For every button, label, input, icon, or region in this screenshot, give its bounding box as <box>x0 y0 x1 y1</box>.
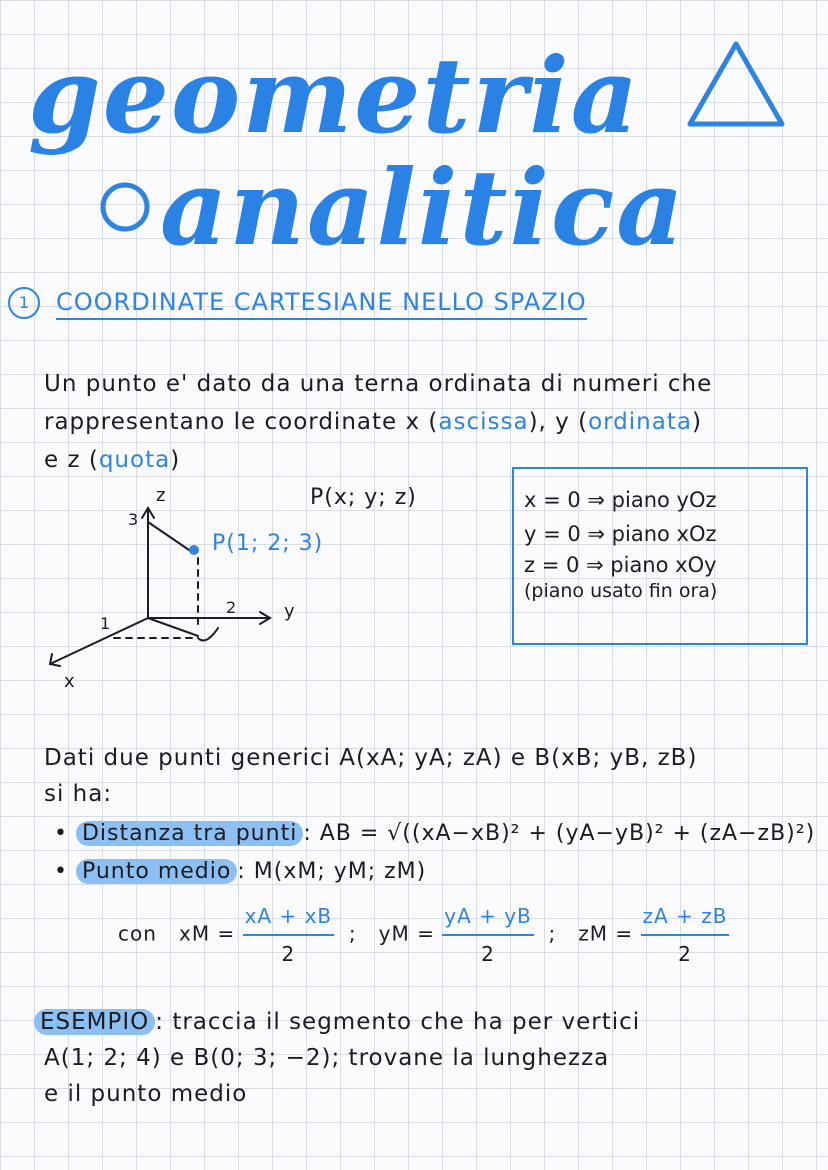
intro-line-1: Un punto e' dato da una terna ordinata di numeri che <box>44 371 713 397</box>
triangle-icon <box>680 38 790 130</box>
distance-row <box>54 816 815 852</box>
title-line-geometria: geometria <box>28 34 641 157</box>
plane-line-1: x = 0 ⇒ piano yOz <box>524 488 717 512</box>
point-p-label: P(1; 2; 3) <box>212 531 324 556</box>
term-ordinata: ordinata <box>588 409 692 435</box>
x-axis <box>50 618 148 664</box>
midpoint-label: Punto medio <box>76 859 237 884</box>
planes-box <box>512 467 808 645</box>
section-number: 1 <box>8 287 40 319</box>
title-line-analitica: analitica <box>160 146 686 269</box>
section-heading: COORDINATE CARTESIANE NELLO SPAZIO <box>56 288 587 320</box>
tick-z-label: 3 <box>128 510 140 529</box>
xm-fraction: $\frac{xA + xB}{2}$ <box>243 898 335 972</box>
intro-line-3: e z (quota) <box>44 447 181 473</box>
tick-x-label: 1 <box>100 614 112 633</box>
plane-line-3: z = 0 ⇒ piano xOy <box>524 553 717 577</box>
example-line-3: e il punto medio <box>44 1081 248 1107</box>
ym-fraction: $\frac{yA + yB}{2}$ <box>442 898 534 972</box>
axis-z-label: z <box>156 485 167 506</box>
example-line-1: ESEMPIO : traccia il segmento che ha per vertici <box>34 1004 640 1040</box>
example-label: ESEMPIO <box>34 1009 155 1035</box>
axis-y-label: y <box>284 601 296 622</box>
term-quota: quota <box>98 447 171 473</box>
midpoint-components: con xM = $\frac{xA + xB}{2}$ ; yM = $\frac{yA + yB}{2}$ ; zM = $\frac{zA + zB}{2}$ <box>118 898 729 972</box>
distance-formula: : AB = √((xA−xB)² + (yA−yB)² + (zA−zB)²) <box>303 821 816 846</box>
circle-icon <box>96 178 154 236</box>
general-point-label: P(x; y; z) <box>310 485 417 510</box>
plane-line-4: (piano usato fin ora) <box>524 580 718 602</box>
bullet-icon: • <box>54 859 76 884</box>
midpoint-row <box>54 854 426 890</box>
plane-line-2: y = 0 ⇒ piano xOz <box>524 522 717 546</box>
zm-fraction: $\frac{zA + zB}{2}$ <box>641 898 730 972</box>
intro-line-2: rappresentano le coordinate x (ascissa), y (ordinata) <box>44 409 702 435</box>
distance-label: Distanza tra punti <box>76 821 303 846</box>
tick-y-label: 2 <box>226 598 238 617</box>
axis-x-label: x <box>64 671 76 692</box>
midpoint-formula: : M(xM; yM; zM) <box>237 859 427 884</box>
term-ascissa: ascissa <box>438 409 529 435</box>
axes-diagram <box>30 478 330 688</box>
point-p-dot <box>189 545 199 555</box>
bullet-icon: • <box>54 821 76 846</box>
example-line-2: A(1; 2; 4) e B(0; 3; −2); trovane la lunghezza <box>44 1045 610 1071</box>
given-line-1: Dati due punti generici A(xA; yA; zA) e B(xB; yB, zB) <box>44 745 698 771</box>
given-line-2: si ha: <box>44 781 113 807</box>
